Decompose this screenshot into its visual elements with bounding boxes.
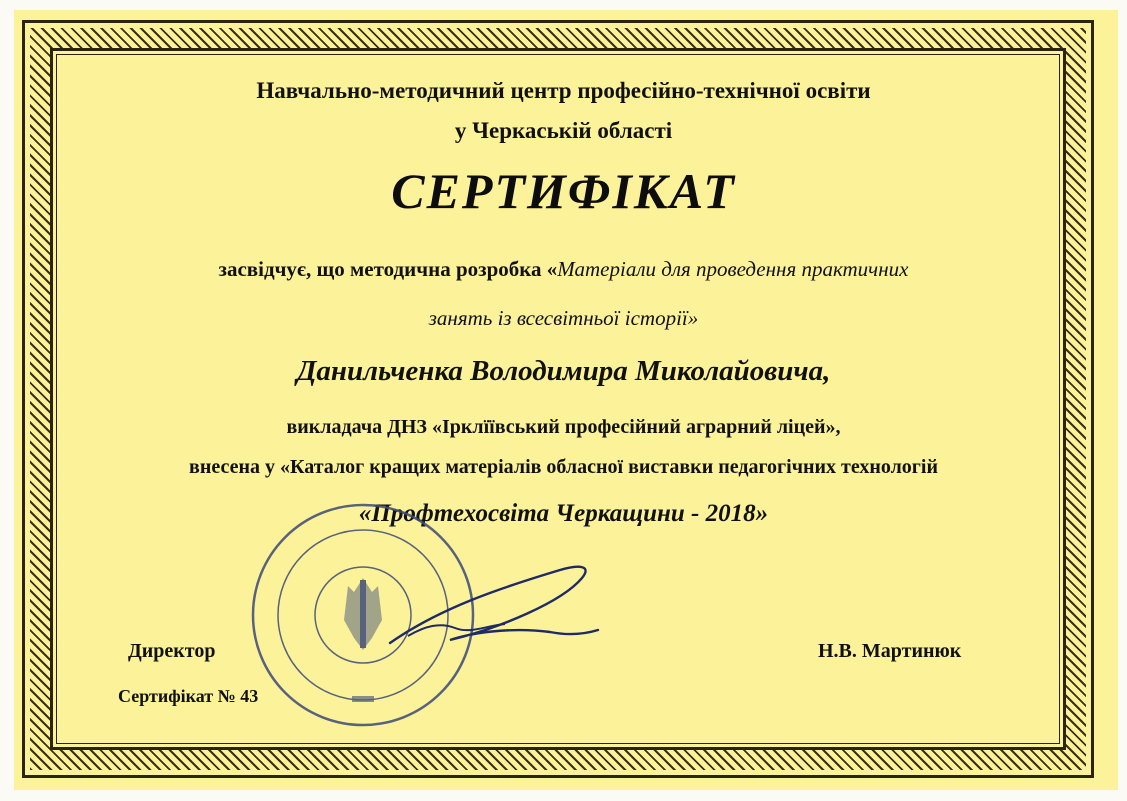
recipient-position: викладача ДНЗ «Ірклїївський професійний аграрний ліцей», [286, 416, 841, 438]
work-title-part-2: занять із всесвітньої історії» [428, 306, 699, 330]
director-name: Н.В. Мартинюк [818, 640, 962, 662]
director-label: Директор [128, 640, 216, 662]
director-signature [330, 548, 630, 658]
organization-line-2: у Черкаській області [454, 118, 673, 143]
intro-line [0, 257, 1127, 282]
certificate-number: Сертифікат № 43 [118, 686, 259, 706]
certificate-title: СЕРТИФІКАТ [391, 163, 736, 219]
recipient-name: Данильченка Володимира Миколайовича, [296, 355, 831, 387]
work-title-part-1: Матеріали для проведення практичних [557, 257, 909, 281]
organization-line-1: Навчально-методичний центр професійно-технічної освіти [256, 78, 871, 103]
intro-text: засвідчує, що методична розробка « [218, 257, 558, 281]
exhibition-name: «Профтехосвіта Черкащини - 2018» [358, 500, 769, 527]
catalog-line: внесена у «Каталог кращих матеріалів обласної виставки педагогічних технологій [189, 456, 938, 478]
